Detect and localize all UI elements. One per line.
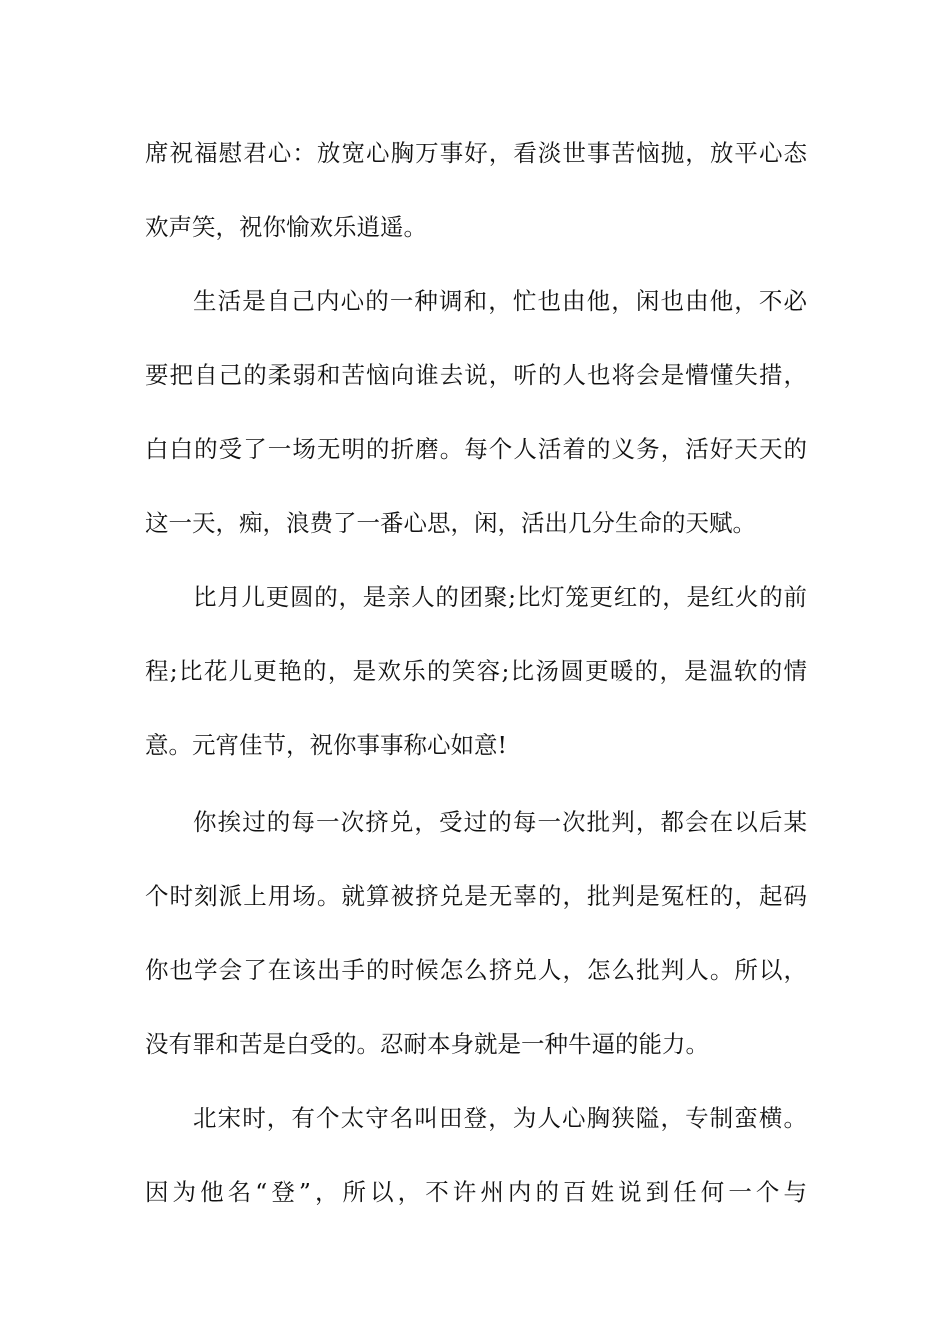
text-line: 因为他名“登”，所以，不许州内的百姓说到任何一个与 [145, 1178, 807, 1206]
text-line: 欢声笑，祝你愉欢乐逍遥。 [145, 213, 427, 241]
text-line: 席祝福慰君心：放宽心胸万事好，看淡世事苦恼抛，放平心态 [145, 139, 807, 167]
text-line: 没有罪和苦是白受的。忍耐本身就是一种牛逼的能力。 [145, 1030, 709, 1058]
paragraph-start-line: 生活是自己内心的一种调和，忙也由他，闲也由他，不必 [193, 287, 807, 315]
paragraph-start-line: 比月儿更圆的，是亲人的团聚;比灯笼更红的，是红火的前 [193, 583, 807, 611]
text-line: 你也学会了在该出手的时候怎么挤兑人，怎么批判人。所以， [145, 956, 807, 984]
text-line: 这一天，痴，浪费了一番心思，闲，活出几分生命的天赋。 [145, 509, 756, 537]
text-line: 个时刻派上用场。就算被挤兑是无辜的，批判是冤枉的，起码 [145, 882, 807, 910]
paragraph-start-line: 你挨过的每一次挤兑，受过的每一次批判，都会在以后某 [193, 808, 807, 836]
text-line: 白白的受了一场无明的折磨。每个人活着的义务，活好天天的 [145, 435, 807, 463]
text-line: 意。元宵佳节，祝你事事称心如意! [145, 731, 507, 759]
text-line: 程;比花儿更艳的，是欢乐的笑容;比汤圆更暖的，是温软的情 [145, 657, 807, 685]
text-line: 要把自己的柔弱和苦恼向谁去说，听的人也将会是懵懂失措， [145, 361, 807, 389]
paragraph-start-line: 北宋时，有个太守名叫田登，为人心胸狭隘，专制蛮横。 [193, 1104, 807, 1132]
